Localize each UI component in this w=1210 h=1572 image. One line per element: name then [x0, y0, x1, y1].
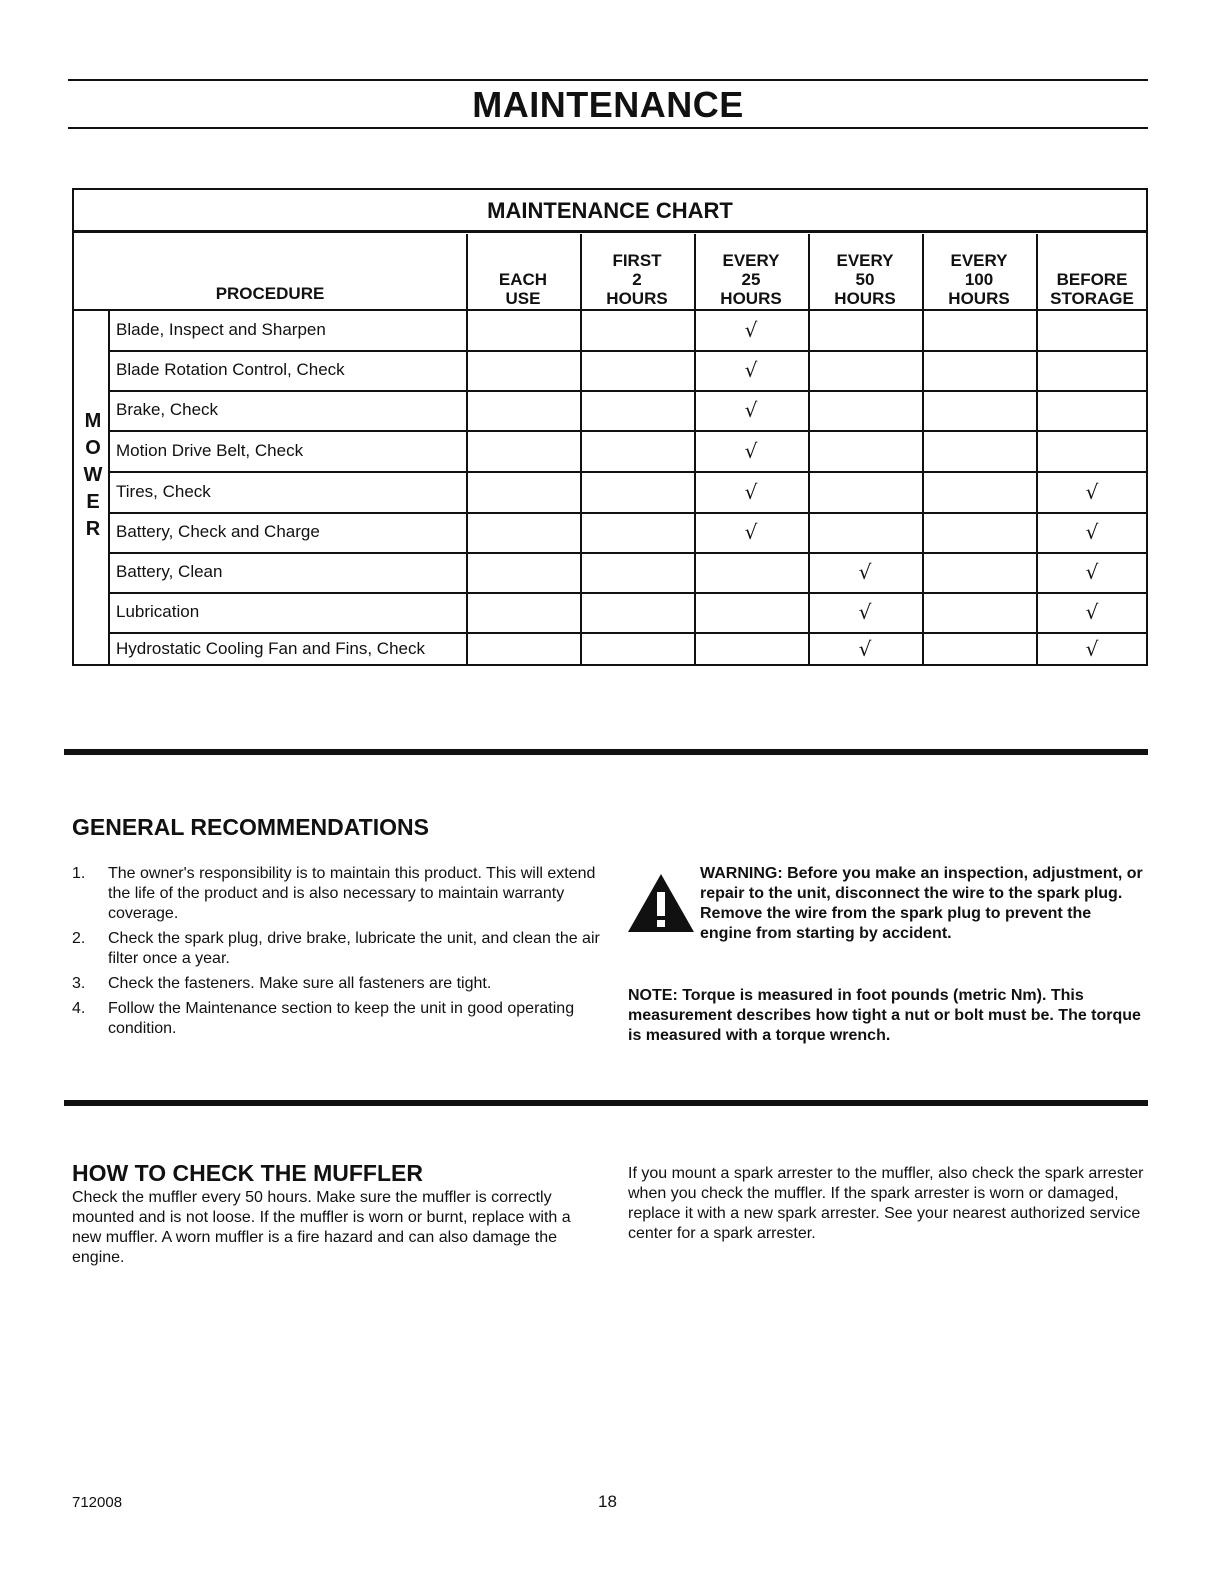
procedure-label: Motion Drive Belt, Check	[116, 440, 304, 460]
column-header	[1036, 236, 1148, 308]
item-text: Follow the Maintenance section to keep the unit in good operating condition.	[108, 1000, 575, 1037]
check-mark: √	[744, 358, 758, 382]
mower-letter: M	[84, 410, 102, 432]
check-mark: √	[858, 600, 872, 624]
column-divider	[580, 234, 582, 664]
column-header-line: BEFORE	[1056, 270, 1128, 289]
mower-letter: O	[85, 437, 101, 459]
row-divider	[108, 471, 1146, 473]
section-divider-1	[64, 749, 1148, 755]
check-mark: √	[1085, 560, 1099, 584]
mower-group-label	[82, 408, 104, 543]
column-header-line: EVERY	[950, 251, 1008, 270]
column-header-line: HOURS	[834, 289, 896, 308]
column-header-line: EVERY	[836, 251, 894, 270]
mower-divider	[108, 310, 110, 664]
procedure-label: Lubrication	[116, 602, 200, 621]
item-number: 1.	[72, 865, 86, 882]
muffler-paragraph-right: If you mount a spark arrester to the muffler, also check the spark arrester when you check the muffler. If the spark arrester is worn or damaged, replace it with a new spark arrester. See your nearest authorized service center for a spark arrester.	[628, 1165, 1144, 1242]
column-header	[808, 236, 922, 308]
column-header-line: STORAGE	[1050, 289, 1134, 308]
check-mark: √	[744, 318, 758, 342]
list-item	[72, 929, 602, 969]
check-mark: √	[1085, 600, 1099, 624]
list-item	[72, 999, 602, 1039]
title-rule-bottom	[68, 127, 1148, 129]
check-mark: √	[1085, 479, 1099, 504]
column-header-line: 100	[964, 270, 994, 289]
column-header-line: HOURS	[720, 289, 782, 308]
warning-text: WARNING: Before you make an inspection, adjustment, or repair to the unit, disconnect the wire to the spark plug. Remove the wire from the spark plug to prevent the engine from starting by accident.	[700, 865, 1143, 942]
header-divider	[74, 309, 1146, 311]
muffler-title: HOW TO CHECK THE MUFFLER	[72, 1160, 423, 1186]
chart-title: MAINTENANCE CHART	[487, 198, 733, 223]
row-divider	[108, 350, 1146, 352]
procedure-label: Blade, Inspect and Sharpen	[116, 320, 326, 339]
procedure-label: Battery, Check and Charge	[116, 522, 320, 541]
item-text: Check the spark plug, drive brake, lubricate the unit, and clean the air filter once a year.	[108, 930, 600, 967]
maintenance-chart	[72, 188, 1148, 666]
column-header-line: FIRST	[612, 251, 662, 270]
row-divider	[108, 632, 1146, 634]
check-mark: √	[858, 560, 872, 584]
check-mark: √	[1085, 520, 1099, 544]
column-header-line: HOURS	[606, 289, 668, 308]
torque-note: NOTE: Torque is measured in foot pounds (metric Nm). This measurement describes how tight a nut or bolt must be. The torque is measured with a torque wrench.	[628, 987, 1141, 1044]
row-divider	[108, 390, 1146, 392]
column-header-line: EVERY	[722, 251, 780, 270]
document-code: 712008	[72, 1494, 123, 1511]
page-title: MAINTENANCE	[472, 84, 744, 125]
item-text: Check the fasteners. Make sure all fasteners are tight.	[108, 975, 492, 992]
item-text: The owner's responsibility is to maintain this product. This will extend the life of the product and is also necessary to maintain warranty coverage.	[108, 865, 596, 922]
check-mark: √	[744, 520, 758, 544]
row-divider	[108, 552, 1146, 554]
row-divider	[108, 512, 1146, 514]
mower-letter: W	[83, 464, 103, 486]
procedure-label: Hydrostatic Cooling Fan and Fins, Check	[116, 639, 425, 658]
procedure-header: PROCEDURE	[215, 284, 325, 303]
check-mark: √	[744, 438, 758, 463]
chart-title-divider	[74, 230, 1146, 233]
column-header-line: 2	[632, 270, 642, 289]
warning-triangle-icon	[626, 872, 696, 934]
title-rule-top	[68, 79, 1148, 81]
column-divider	[694, 234, 696, 664]
column-divider	[922, 234, 924, 664]
procedure-label: Brake, Check	[116, 400, 219, 419]
mower-letter: E	[86, 491, 100, 513]
procedure-label: Tires, Check	[116, 481, 211, 501]
check-mark: √	[858, 637, 872, 661]
section-divider-2	[64, 1100, 1148, 1106]
item-number: 3.	[72, 975, 86, 992]
general-recommendations-title: GENERAL RECOMMENDATIONS	[72, 814, 429, 840]
column-header-line: EACH	[498, 270, 548, 289]
column-header-line: 25	[741, 270, 761, 289]
column-divider	[1036, 234, 1038, 664]
list-item	[72, 974, 602, 994]
page-number: 18	[598, 1492, 617, 1511]
muffler-paragraph-left: Check the muffler every 50 hours. Make sure the muffler is correctly mounted and is not loose. If the muffler is worn or burnt, replace with a new muffler. A worn muffler is a fire hazard and can also damage the engine.	[72, 1189, 571, 1266]
mower-letter: R	[85, 518, 101, 540]
recommendations-list	[72, 864, 602, 1044]
column-header	[580, 236, 694, 308]
row-divider	[108, 592, 1146, 594]
column-header-line: 50	[855, 270, 875, 289]
row-divider	[108, 430, 1146, 432]
check-mark: √	[744, 398, 758, 422]
column-header	[694, 236, 808, 308]
check-mark: √	[1085, 637, 1099, 661]
column-divider	[808, 234, 810, 664]
procedure-label: Blade Rotation Control, Check	[116, 360, 345, 379]
list-item	[72, 864, 602, 924]
column-header	[466, 236, 580, 308]
column-header-line: HOURS	[948, 289, 1010, 308]
column-divider	[466, 234, 468, 664]
column-header-line: USE	[505, 289, 541, 308]
item-number: 2.	[72, 930, 86, 947]
check-mark: √	[744, 479, 758, 504]
column-header	[922, 236, 1036, 308]
item-number: 4.	[72, 1000, 86, 1017]
procedure-label: Battery, Clean	[116, 562, 223, 581]
